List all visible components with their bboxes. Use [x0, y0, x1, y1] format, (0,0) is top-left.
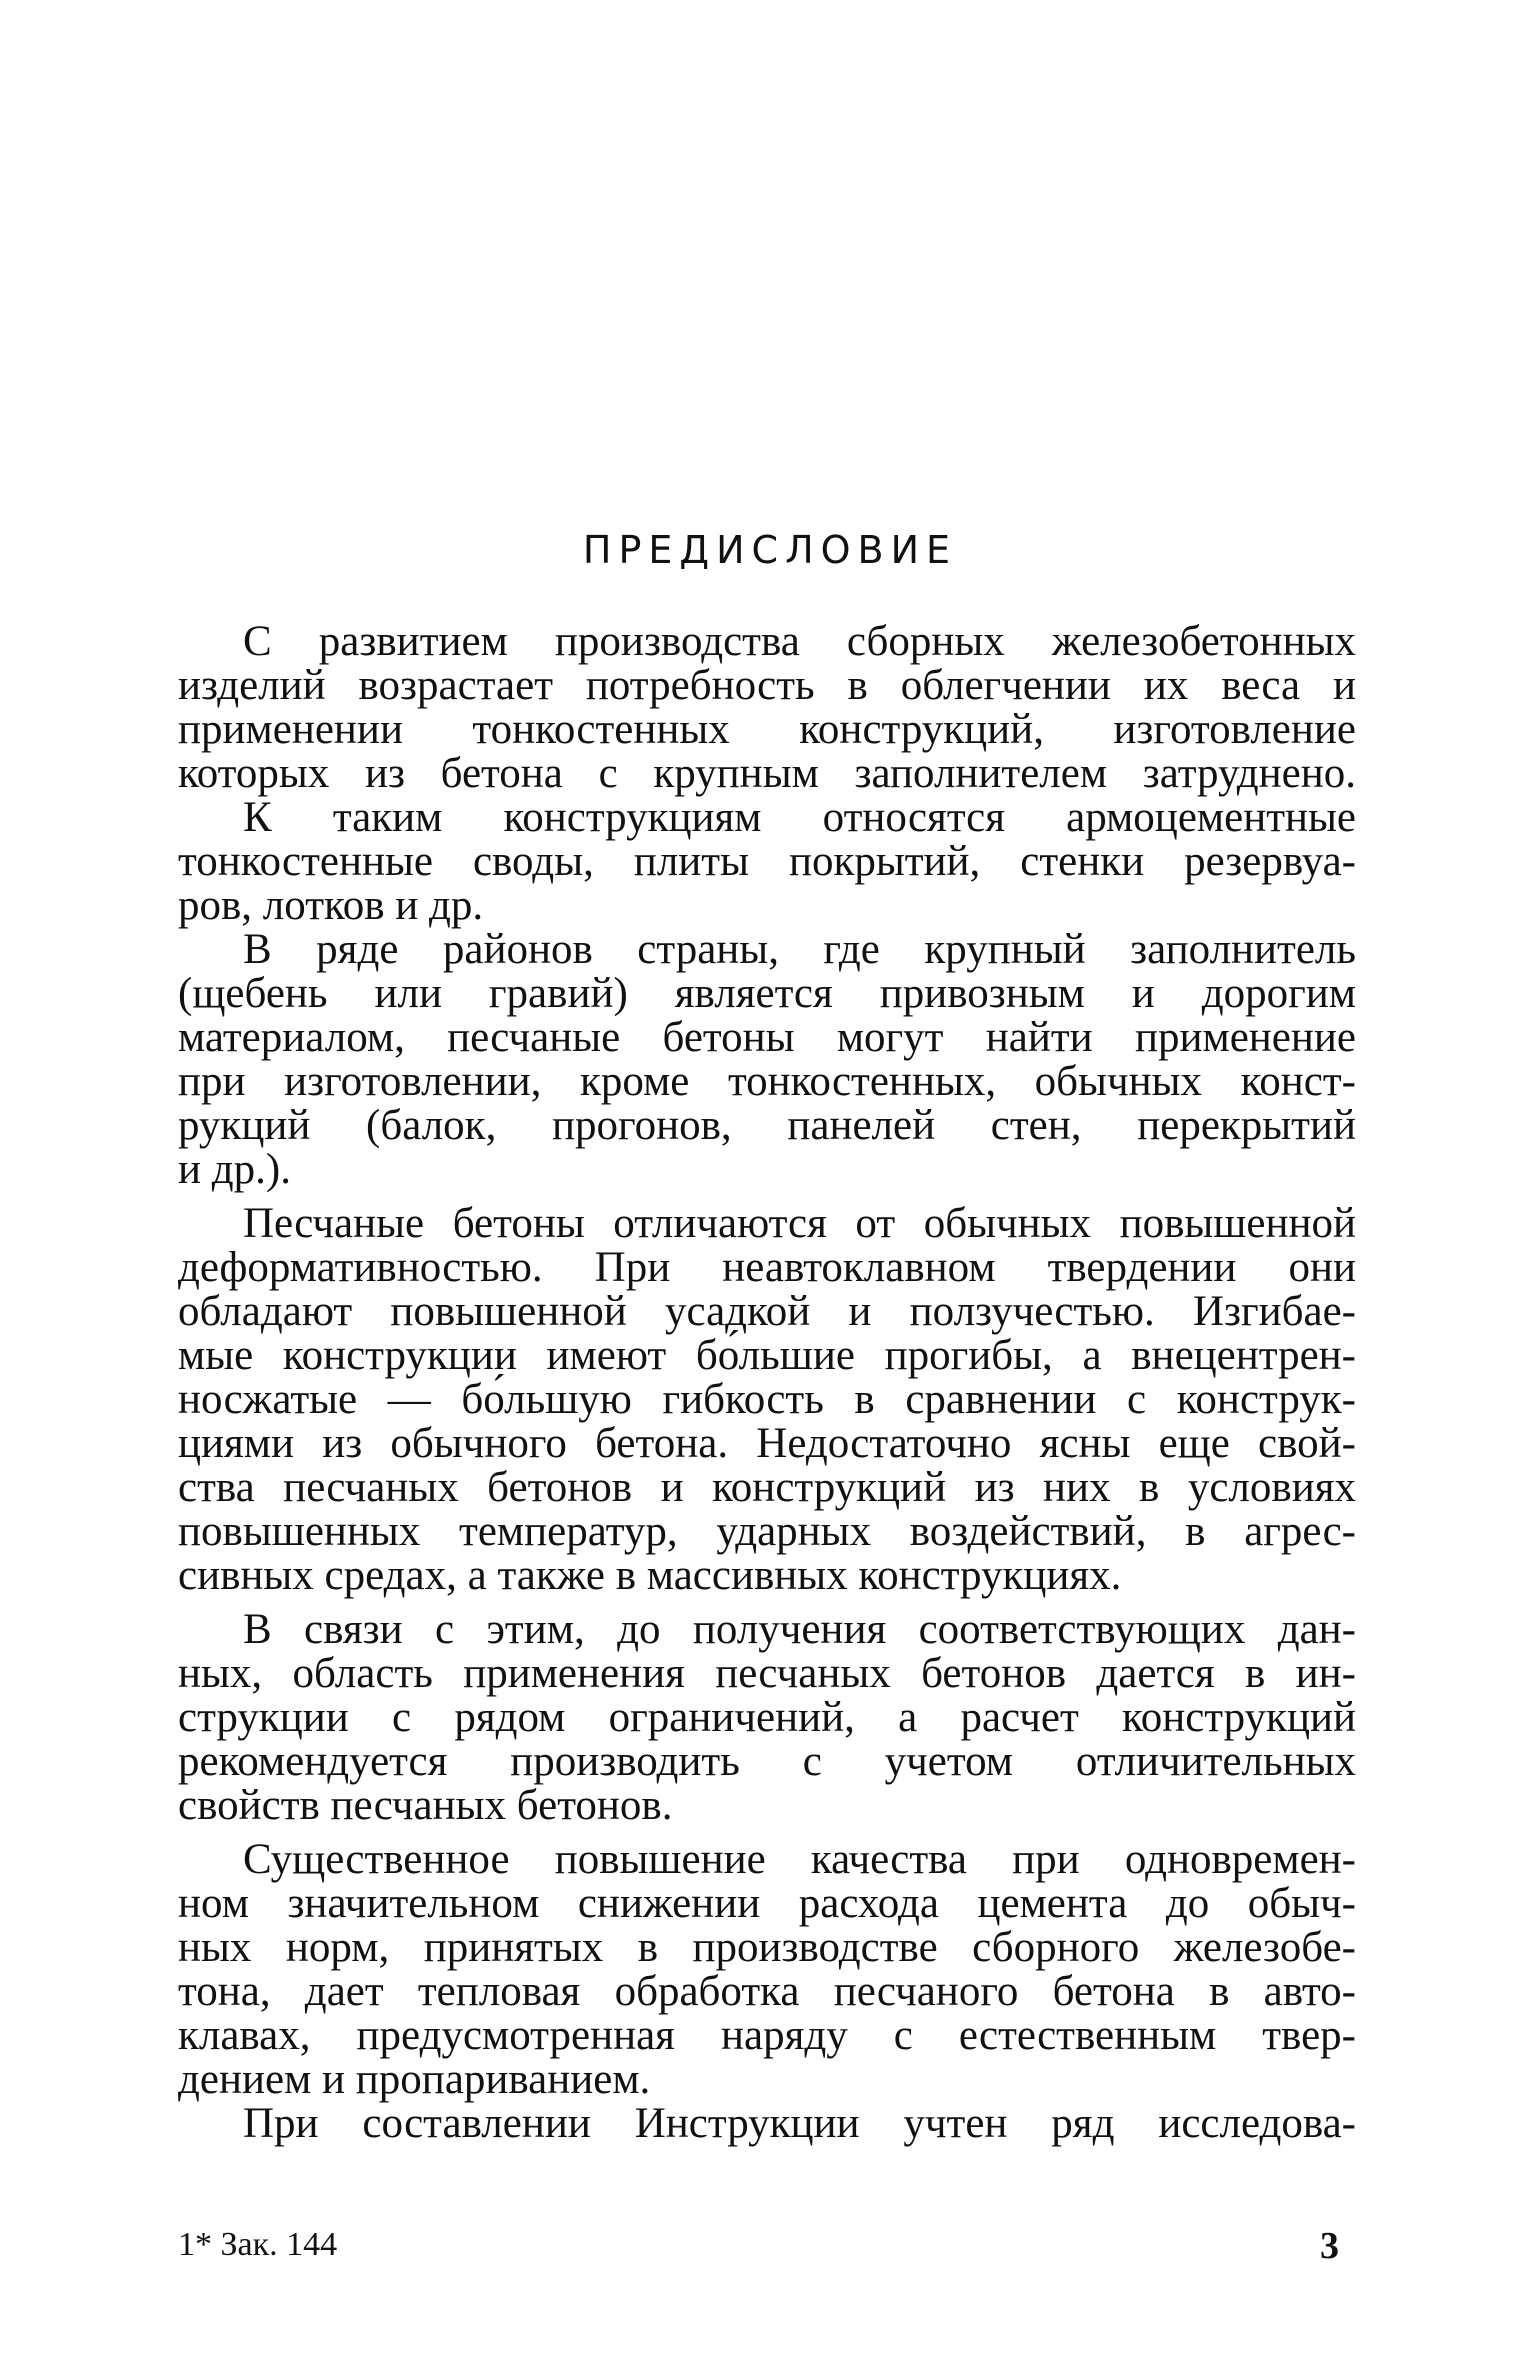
paragraph: [178, 620, 1356, 796]
text-line: деформативностью. При неавтоклавном твердении они: [178, 1244, 1356, 1291]
text-line: носжатые — бо́льшую гибкость в сравнении с конструк-: [178, 1376, 1356, 1423]
page-title: ПРЕДИСЛОВИЕ: [582, 528, 958, 572]
text-line: клавах, предусмотренная наряду с естественным твер-: [178, 2012, 1356, 2059]
order-number: 1* Зак. 144: [178, 2226, 338, 2263]
text-line: изделий возрастает потребность в облегчении их веса и: [178, 662, 1356, 709]
text-line: Существенное повышение качества при одновремен-: [243, 1836, 1356, 1883]
text-line: обладают повышенной усадкой и ползучестью. Изгибае-: [178, 1288, 1356, 1335]
page-number: 3: [1320, 2225, 1339, 2267]
text-line: материалом, песчаные бетоны могут найти применение: [178, 1014, 1356, 1061]
text-line: ных норм, принятых в производстве сборного железобе-: [178, 1924, 1356, 1971]
text-line: ства песчаных бетонов и конструкций из них в условиях: [178, 1464, 1356, 1511]
text-line: При составлении Инструкции учтен ряд исследова-: [243, 2100, 1356, 2147]
text-line: (щебень или гравий) является привозным и дорогим: [178, 970, 1356, 1017]
text-line: ном значительном снижении расхода цемента до обыч-: [178, 1880, 1356, 1927]
text-line: В ряде районов страны, где крупный заполнитель: [243, 926, 1356, 973]
text-line: циями из обычного бетона. Недостаточно ясны еще свой-: [178, 1420, 1356, 1467]
paragraph: [178, 1202, 1356, 1598]
text-line: Песчаные бетоны отличаются от обычных повышенной: [243, 1200, 1356, 1247]
body-text: [178, 620, 1356, 2146]
text-line: дением и пропариванием.: [178, 2056, 651, 2103]
text-line: тона, дает тепловая обработка песчаного бетона в авто-: [178, 1968, 1356, 2015]
text-line: повышенных температур, ударных воздействий, в агрес-: [178, 1508, 1356, 1555]
text-line: ров, лотков и др.: [178, 882, 484, 929]
paragraph: [178, 796, 1356, 928]
text-line: струкции с рядом ограничений, а расчет конструкций: [178, 1694, 1356, 1741]
text-line: мые конструкции имеют бо́льшие прогибы, а внецентрен-: [178, 1332, 1356, 1379]
text-line: сивных средах, а также в массивных конструкциях.: [178, 1552, 1122, 1599]
text-line: тонкостенные своды, плиты покрытий, стенки резервуа-: [178, 838, 1356, 885]
paragraph: [178, 928, 1356, 1192]
text-line: К таким конструкциям относятся армоцементные: [243, 794, 1356, 841]
paragraph: [178, 2102, 1356, 2146]
text-line: рекомендуется производить с учетом отличительных: [178, 1738, 1356, 1785]
text-line: и др.).: [178, 1146, 291, 1193]
text-line: при изготовлении, кроме тонкостенных, обычных конст-: [178, 1058, 1356, 1105]
text-line: свойств песчаных бетонов.: [178, 1782, 673, 1829]
text-line: С развитием производства сборных железобетонных: [243, 618, 1356, 665]
paragraph: [178, 1838, 1356, 2102]
paragraph: [178, 1608, 1356, 1828]
text-line: рукций (балок, прогонов, панелей стен, перекрытий: [178, 1102, 1356, 1149]
text-line: В связи с этим, до получения соответствующих дан-: [243, 1606, 1356, 1653]
text-line: применении тонкостенных конструкций, изготовление: [178, 706, 1356, 753]
text-line: ных, область применения песчаных бетонов дается в ин-: [178, 1650, 1356, 1697]
text-line: которых из бетона с крупным заполнителем затруднено.: [178, 750, 1356, 797]
